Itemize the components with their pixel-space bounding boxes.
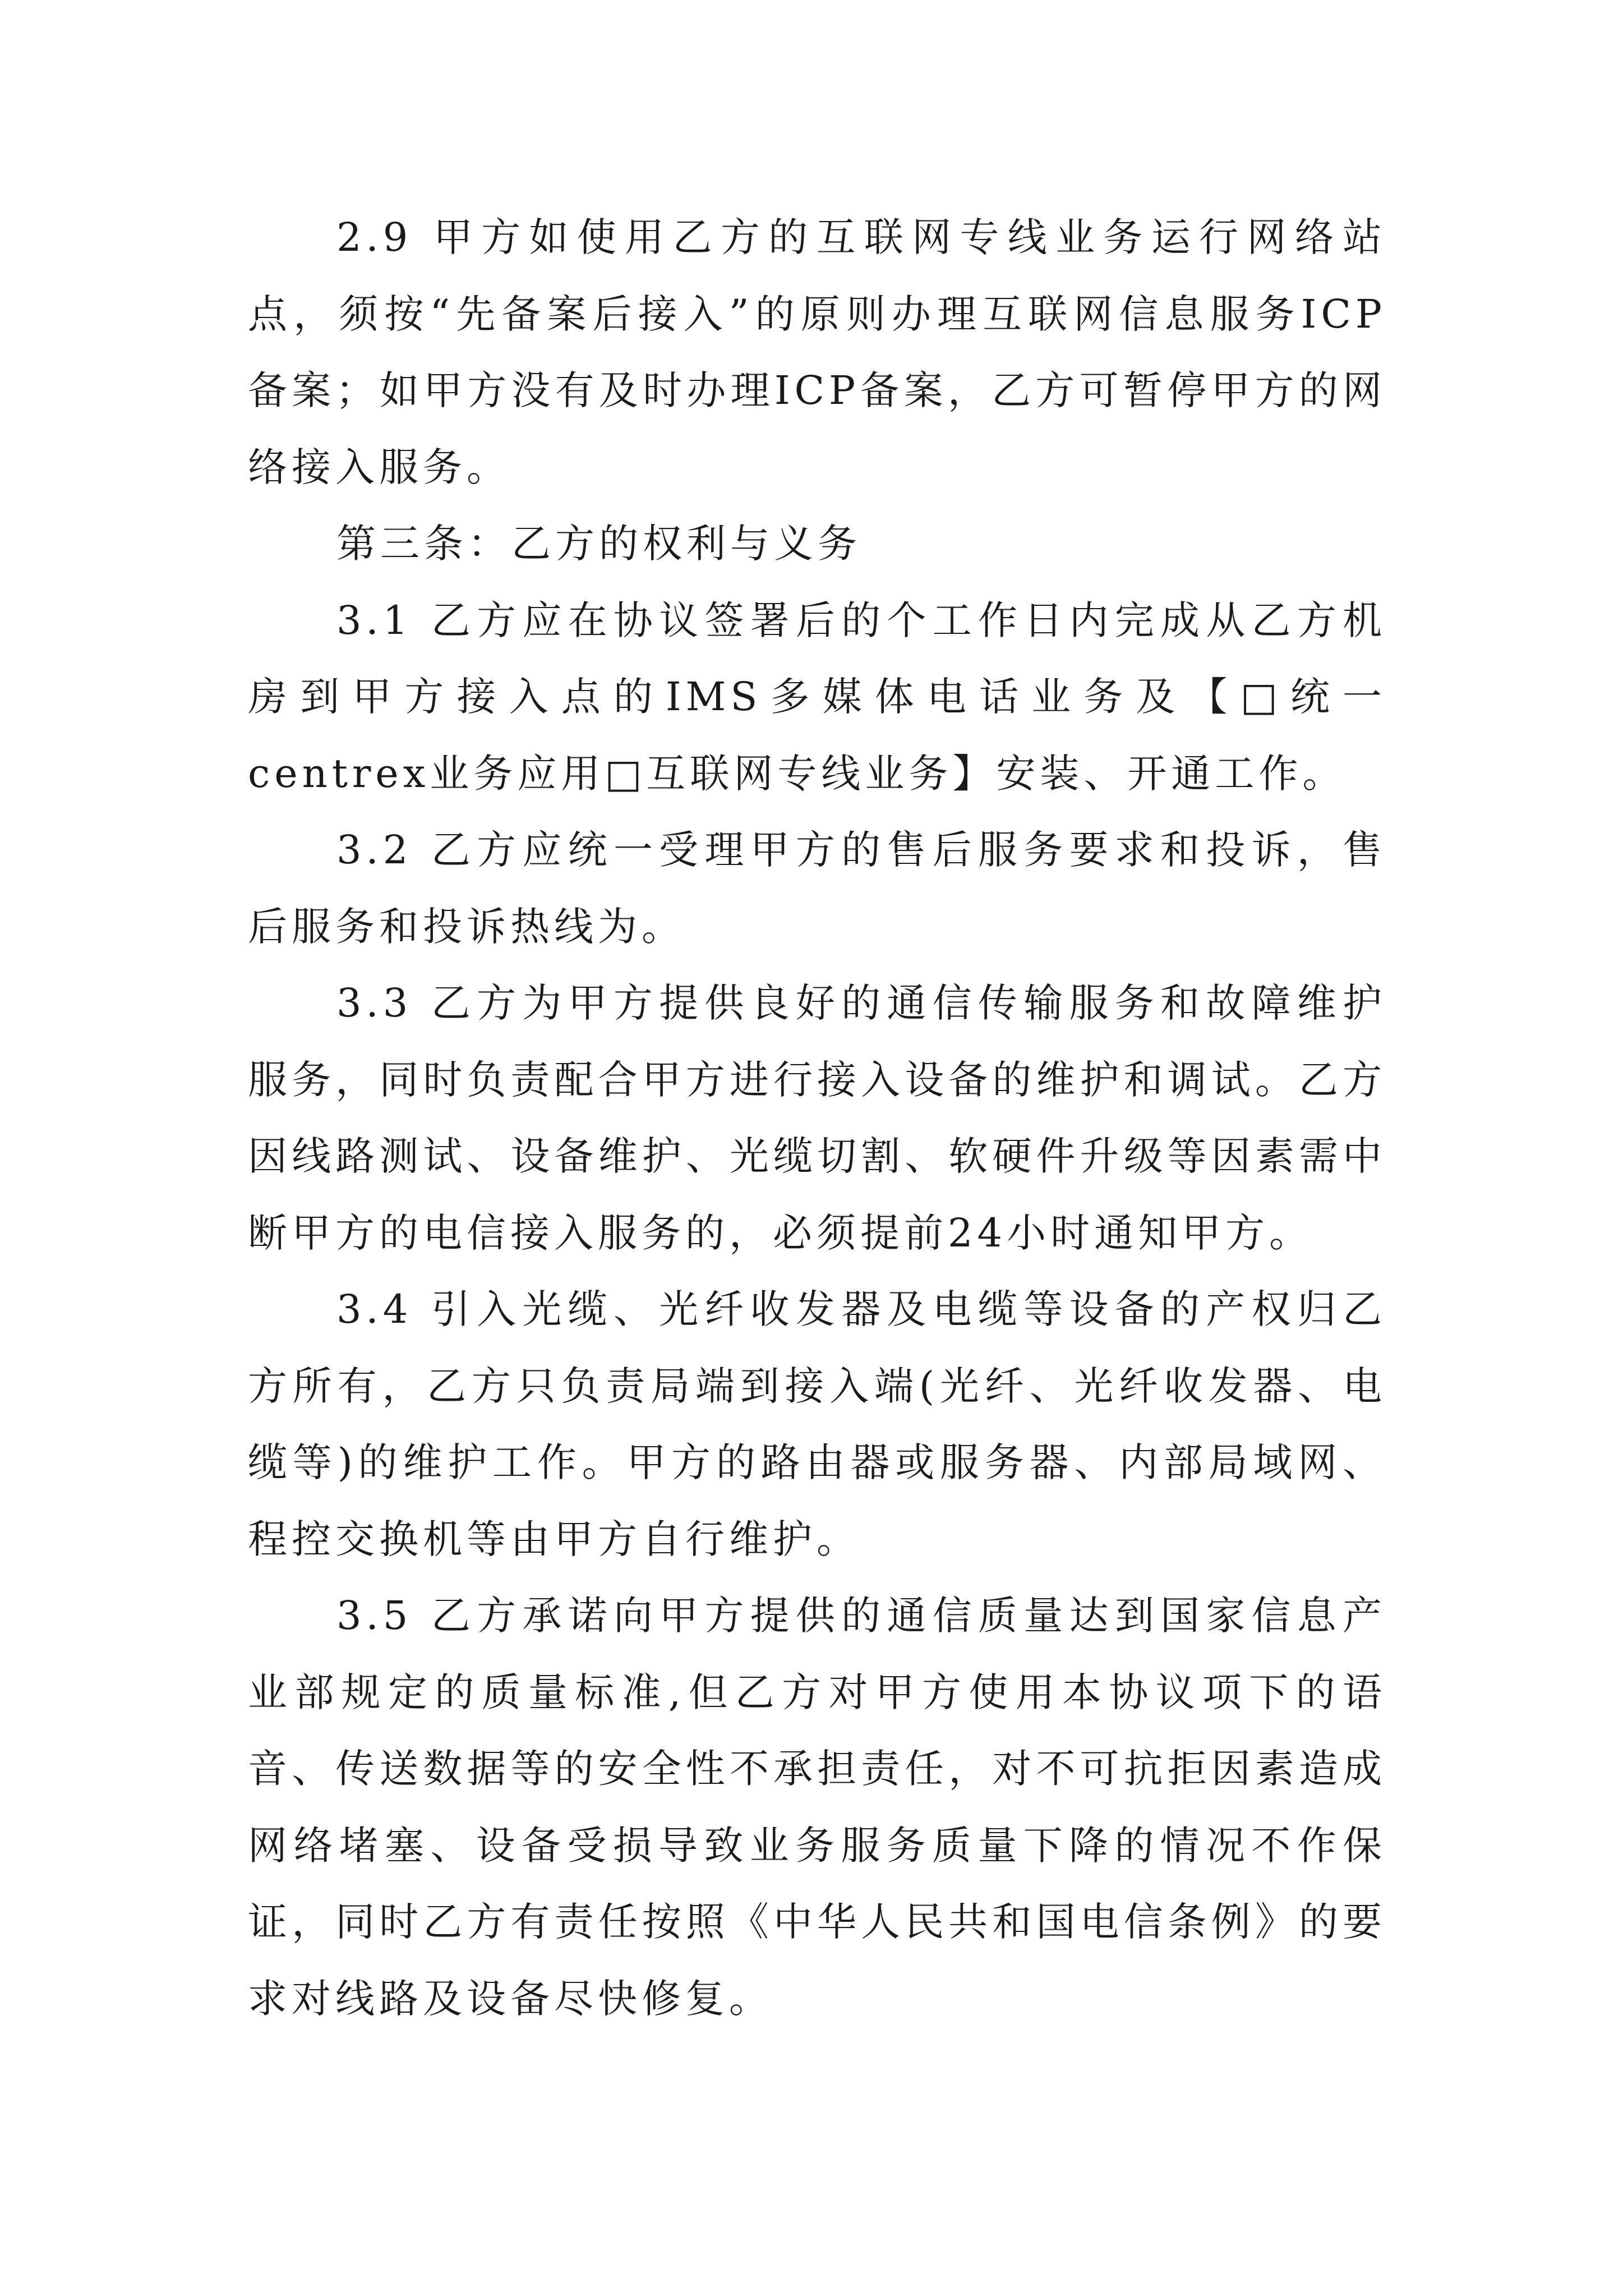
article-3-heading: 第三条：乙方的权利与义务 bbox=[336, 521, 861, 567]
clause-3-2: 3.2 乙方应统一受理甲方的售后服务要求和投诉，售后服务和投诉热线为。 bbox=[248, 827, 1386, 950]
clause-3-4: 3.4 引入光缆、光纤收发器及电缆等设备的产权归乙方所有，乙方只负责局端到接入端(光纤、光纤收发器、电缆等)的维护工作。甲方的路由器或服务器、内部局域网、程控交换机等由甲方自行维护。 bbox=[248, 1286, 1386, 1562]
clause-3-1: 3.1 乙方应在协议签署后的个工作日内完成从乙方机房到甲方接入点的IMS多媒体电话业务及【□统一centrex业务应用□互联网专线业务】安装、开通工作。 bbox=[248, 597, 1386, 797]
document-body bbox=[248, 199, 1386, 2037]
clause-2-9: 2.9 甲方如使用乙方的互联网专线业务运行网络站点，须按“先备案后接入”的原则办理互联网信息服务ICP备案；如甲方没有及时办理ICP备案，乙方可暂停甲方的网络接入服务。 bbox=[248, 214, 1386, 490]
clause-3-5: 3.5 乙方承诺向甲方提供的通信质量达到国家信息产业部规定的质量标准,但乙方对甲方使用本协议项下的语音、传送数据等的安全性不承担责任，对不可抗拒因素造成网络堵塞、设备受损导致业务服务质量下降的情况不作保证，同时乙方有责任按照《中华人民共和国电信条例》的要求对线路及设备尽快修复。 bbox=[248, 1593, 1386, 2022]
clause-3-3: 3.3 乙方为甲方提供良好的通信传输服务和故障维护服务，同时负责配合甲方进行接入设备的维护和调试。乙方因线路测试、设备维护、光缆切割、软硬件升级等因素需中断甲方的电信接入服务的，必须提前24小时通知甲方。 bbox=[248, 980, 1386, 1256]
